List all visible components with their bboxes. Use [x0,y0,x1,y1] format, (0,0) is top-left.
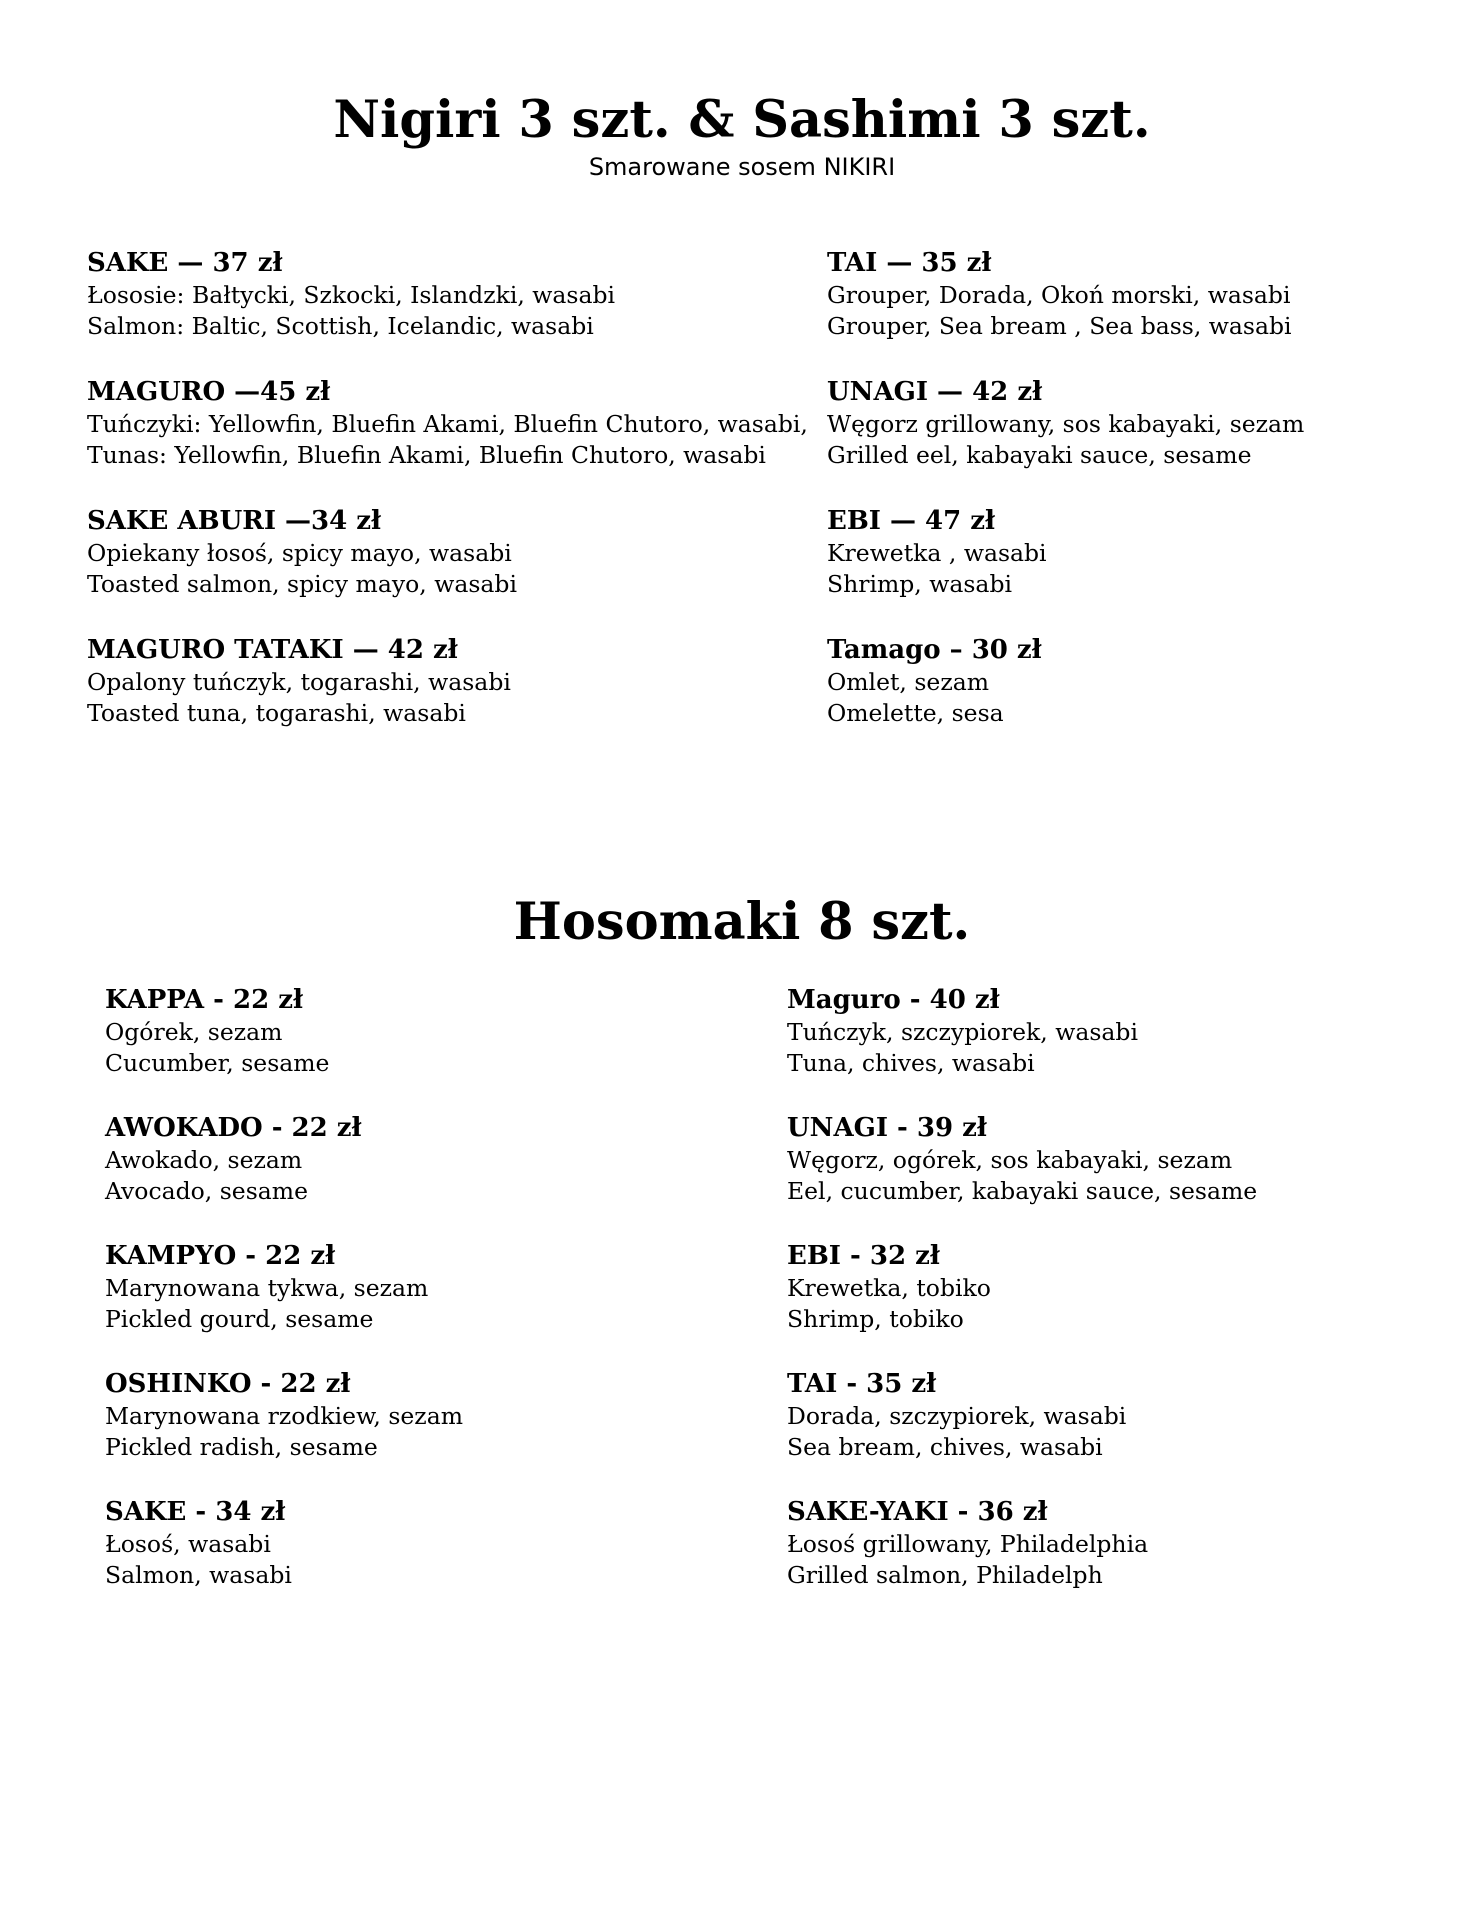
menu-item-name: Tamago – 30 zł [827,635,1042,665]
menu-item-description-en: Toasted tuna, togarashi, wasabi [87,699,466,727]
menu-item-description-en: Grilled salmon, Philadelph [787,1561,1103,1589]
menu-item-description-pl: Łosoś grillowany, Philadelphia [787,1530,1149,1558]
menu-item-description-pl: Ogórek, sezam [105,1018,283,1046]
menu-item [827,504,1304,633]
menu-item [827,246,1304,375]
menu-item-description-pl: Tuńczyk, szczypiorek, wasabi [787,1018,1138,1046]
menu-item-description-en: Shrimp, tobiko [787,1305,964,1333]
menu-item-description-pl: Węgorz, ogórek, sos kabayaki, sezam [787,1146,1233,1174]
menu-item-description-pl: Łososie: Bałtycki, Szkocki, Islandzki, wasabi [87,281,616,309]
menu-item [87,246,808,375]
menu-item-description-en: Tuna, chives, wasabi [787,1049,1035,1077]
menu-item-description-en: Cucumber, sesame [105,1049,330,1077]
menu-item-name: UNAGI - 39 zł [787,1113,987,1143]
menu-item-description-en: Pickled gourd, sesame [105,1305,374,1333]
menu-item-description-pl: Awokado, sezam [105,1146,303,1174]
menu-item-description-pl: Krewetka , wasabi [827,539,1047,567]
menu-item [87,504,808,633]
menu-item [105,1367,463,1495]
section-title-hosomaki: Hosomaki 8 szt. [513,892,971,952]
menu-item-name: EBI — 47 zł [827,506,996,536]
menu-item-description-en: Salmon: Baltic, Scottish, Icelandic, wasabi [87,312,594,340]
menu-item-description-pl: Tuńczyki: Yellowfin, Bluefin Akami, Bluefin Chutoro, wasabi, [87,410,808,438]
menu-item [827,633,1304,762]
menu-item-description-pl: Łosoś, wasabi [105,1530,271,1558]
nigiri-left-column [87,246,808,762]
menu-item-description-pl: Węgorz grillowany, sos kabayaki, sezam [827,410,1305,438]
section-subtitle-nigiri-sashimi: Smarowane sosem NIKIRI [588,153,896,181]
menu-item-description-pl: Opiekany łosoś, spicy mayo, wasabi [87,539,512,567]
menu-item-description-pl: Krewetka, tobiko [787,1274,991,1302]
menu-item-description-pl: Dorada, szczypiorek, wasabi [787,1402,1127,1430]
menu-item-description-pl: Grouper, Dorada, Okoń morski, wasabi [827,281,1291,309]
menu-item [105,1111,463,1239]
hosomaki-right-column [787,983,1257,1623]
menu-item [105,1495,463,1623]
menu-item-name: SAKE-YAKI - 36 zł [787,1497,1048,1527]
menu-item [787,1495,1257,1623]
menu-item-description-en: Toasted salmon, spicy mayo, wasabi [87,570,517,598]
section-title-nigiri-sashimi: Nigiri 3 szt. & Sashimi 3 szt. [333,90,1151,150]
menu-item-name: SAKE — 37 zł [87,248,283,278]
menu-item-name: AWOKADO - 22 zł [105,1113,362,1143]
menu-item-description-en: Shrimp, wasabi [827,570,1013,598]
menu-item-name: MAGURO TATAKI — 42 zł [87,635,458,665]
menu-item-description-en: Eel, cucumber, kabayaki sauce, sesame [787,1177,1258,1205]
menu-item-description-en: Salmon, wasabi [105,1561,292,1589]
menu-item [787,1111,1257,1239]
menu-item-description-en: Omelette, sesa [827,699,1004,727]
menu-item-name: UNAGI — 42 zł [827,377,1043,407]
menu-item-description-en: Grouper, Sea bream , Sea bass, wasabi [827,312,1292,340]
hosomaki-left-column [105,983,463,1623]
menu-item-description-en: Tunas: Yellowfin, Bluefin Akami, Bluefin Chutoro, wasabi [87,441,766,469]
menu-item-name: KAMPYO - 22 zł [105,1241,336,1271]
menu-item [787,1367,1257,1495]
menu-item-name: TAI - 35 zł [787,1369,937,1399]
menu-item [105,1239,463,1367]
menu-item-description-pl: Omlet, sezam [827,668,989,696]
nigiri-right-column [827,246,1304,762]
menu-item-description-pl: Marynowana rzodkiew, sezam [105,1402,463,1430]
menu-item-name: KAPPA - 22 zł [105,985,303,1015]
menu-item [827,375,1304,504]
menu-item-description-pl: Opalony tuńczyk, togarashi, wasabi [87,668,511,696]
menu-item-name: TAI — 35 zł [827,248,992,278]
menu-item-description-en: Sea bream, chives, wasabi [787,1433,1103,1461]
menu-item-name: OSHINKO - 22 zł [105,1369,351,1399]
menu-item [787,983,1257,1111]
menu-item [87,633,808,762]
menu-item-description-en: Avocado, sesame [105,1177,308,1205]
menu-item-description-en: Grilled eel, kabayaki sauce, sesame [827,441,1252,469]
menu-item-description-pl: Marynowana tykwa, sezam [105,1274,429,1302]
menu-item [787,1239,1257,1367]
menu-item-name: MAGURO —45 zł [87,377,331,407]
menu-item-name: EBI - 32 zł [787,1241,940,1271]
menu-item-name: SAKE ABURI —34 zł [87,506,382,536]
menu-item-name: Maguro - 40 zł [787,985,1000,1015]
menu-item-name: SAKE - 34 zł [105,1497,286,1527]
menu-item [87,375,808,504]
menu-item [105,983,463,1111]
menu-item-description-en: Pickled radish, sesame [105,1433,378,1461]
